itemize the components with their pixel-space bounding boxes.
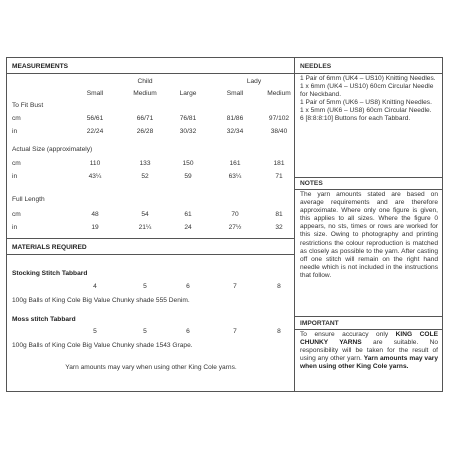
important-part1: To ensure accuracy only	[300, 331, 396, 338]
row-value: 70	[231, 211, 239, 218]
left-column	[7, 58, 295, 391]
row-value: 32/34	[226, 128, 244, 135]
row-label: To Fit Bust	[12, 102, 44, 109]
row-value: 161	[229, 160, 241, 167]
group-child: Child	[137, 78, 153, 85]
row-value: 54	[141, 211, 149, 218]
row-label: Actual Size (approximately)	[12, 146, 93, 153]
row-value: 52	[141, 173, 149, 180]
needle-item: 1 x 5mm (UK6 – US8) 60cm Circular Needle.	[300, 107, 432, 115]
row-value: 30/32	[179, 128, 197, 135]
row-value: 110	[89, 160, 101, 167]
row-value: 21¼	[138, 224, 152, 231]
needles-heading: NEEDLES	[300, 63, 332, 70]
brand-name: KING COLE CHUNKY YARNS	[300, 331, 438, 347]
row-value: 81/86	[226, 115, 244, 122]
section-divider	[295, 316, 442, 317]
ball-count: 8	[277, 283, 281, 290]
heading-divider	[295, 329, 442, 330]
row-value: 150	[182, 160, 194, 167]
ball-count: 6	[186, 283, 190, 290]
row-label: Full Length	[12, 196, 45, 203]
row-value: 97/102	[268, 115, 290, 122]
measurements-heading: MEASUREMENTS	[12, 63, 69, 70]
row-value: 133	[139, 160, 151, 167]
ball-count: 5	[143, 283, 147, 290]
row-value: 81	[275, 211, 283, 218]
needles-list	[300, 75, 438, 124]
row-value: 26/28	[136, 128, 154, 135]
materials-heading: MATERIALS REQUIRED	[12, 244, 87, 251]
heading-divider	[7, 254, 294, 255]
size-header: Large	[179, 90, 197, 97]
row-value: 38/40	[270, 128, 288, 135]
row-value: 43¼	[88, 173, 102, 180]
needle-item: 1 x 6mm (UK4 – US10) 60cm Circular Needle for Neckband.	[300, 83, 434, 99]
ball-count: 5	[143, 328, 147, 335]
row-label: in	[12, 128, 18, 135]
yarn-warning: Yarn amounts may vary when using other King Cole yarns.	[300, 355, 438, 371]
row-value: 24	[184, 224, 192, 231]
pattern-info-sheet	[6, 57, 443, 392]
notes-text: The yarn amounts stated are based on average requirements and are therefore approximate. Where only one figure is given, this applies to all sizes. Where the figure 0 appears, no sts, times or rows are worked for this size. Owing to photography and printing restrictions the colour reproduction is matched as closely as possible to the yarn. After casting off one stitch will remain on the right hand needle which is not included in the instructions that follow.	[300, 191, 438, 279]
row-label: cm	[12, 160, 21, 167]
notes-heading: NOTES	[300, 180, 323, 187]
ball-count: 8	[277, 328, 281, 335]
row-value: 48	[91, 211, 99, 218]
size-header: Medium	[133, 90, 157, 97]
size-header: Small	[86, 90, 104, 97]
ball-count: 6	[186, 328, 190, 335]
row-value: 59	[184, 173, 192, 180]
ball-count: 5	[93, 328, 97, 335]
size-header: Medium	[267, 90, 291, 97]
moss-title: Moss stitch Tabbard	[12, 316, 76, 323]
needle-item: 1 Pair of 5mm (UK6 – US8) Knitting Needles.	[300, 99, 432, 107]
important-text	[300, 331, 438, 371]
group-lady: Lady	[246, 78, 262, 85]
yarn-variation-note: Yarn amounts may vary when using other King Cole yarns.	[65, 364, 237, 371]
ball-count: 4	[93, 283, 97, 290]
row-value: 66/71	[136, 115, 154, 122]
row-value: 63¼	[228, 173, 242, 180]
row-label: cm	[12, 211, 21, 218]
heading-divider	[295, 189, 442, 190]
row-label: in	[12, 173, 18, 180]
ball-count: 7	[233, 283, 237, 290]
stocking-yarn: 100g Balls of King Cole Big Value Chunky shade 555 Denim.	[12, 297, 190, 304]
needle-item: 6 [8:8:8:10] Buttons for each Tabbard.	[300, 115, 411, 123]
row-value: 61	[184, 211, 192, 218]
row-value: 181	[273, 160, 285, 167]
right-column	[295, 58, 442, 391]
row-label: cm	[12, 115, 21, 122]
row-value: 56/61	[86, 115, 104, 122]
heading-divider	[295, 73, 442, 74]
row-value: 22/24	[86, 128, 104, 135]
row-label: in	[12, 224, 18, 231]
important-heading: IMPORTANT	[300, 320, 339, 327]
row-value: 19	[91, 224, 99, 231]
important-part2: are suitable. No responsibility will be taken for the result of using any other yarn.	[300, 339, 438, 363]
row-value: 27½	[228, 224, 242, 231]
row-value: 71	[275, 173, 283, 180]
row-value: 76/81	[179, 115, 197, 122]
moss-yarn: 100g Balls of King Cole Big Value Chunky shade 1543 Grape.	[12, 342, 193, 349]
row-value: 32	[275, 224, 283, 231]
section-divider	[7, 238, 294, 239]
stocking-title: Stocking Stitch Tabbard	[12, 270, 88, 277]
size-header: Small	[226, 90, 244, 97]
heading-divider	[7, 73, 294, 74]
ball-count: 7	[233, 328, 237, 335]
section-divider	[295, 177, 442, 178]
needle-item: 1 Pair of 6mm (UK4 – US10) Knitting Needles.	[300, 75, 436, 82]
